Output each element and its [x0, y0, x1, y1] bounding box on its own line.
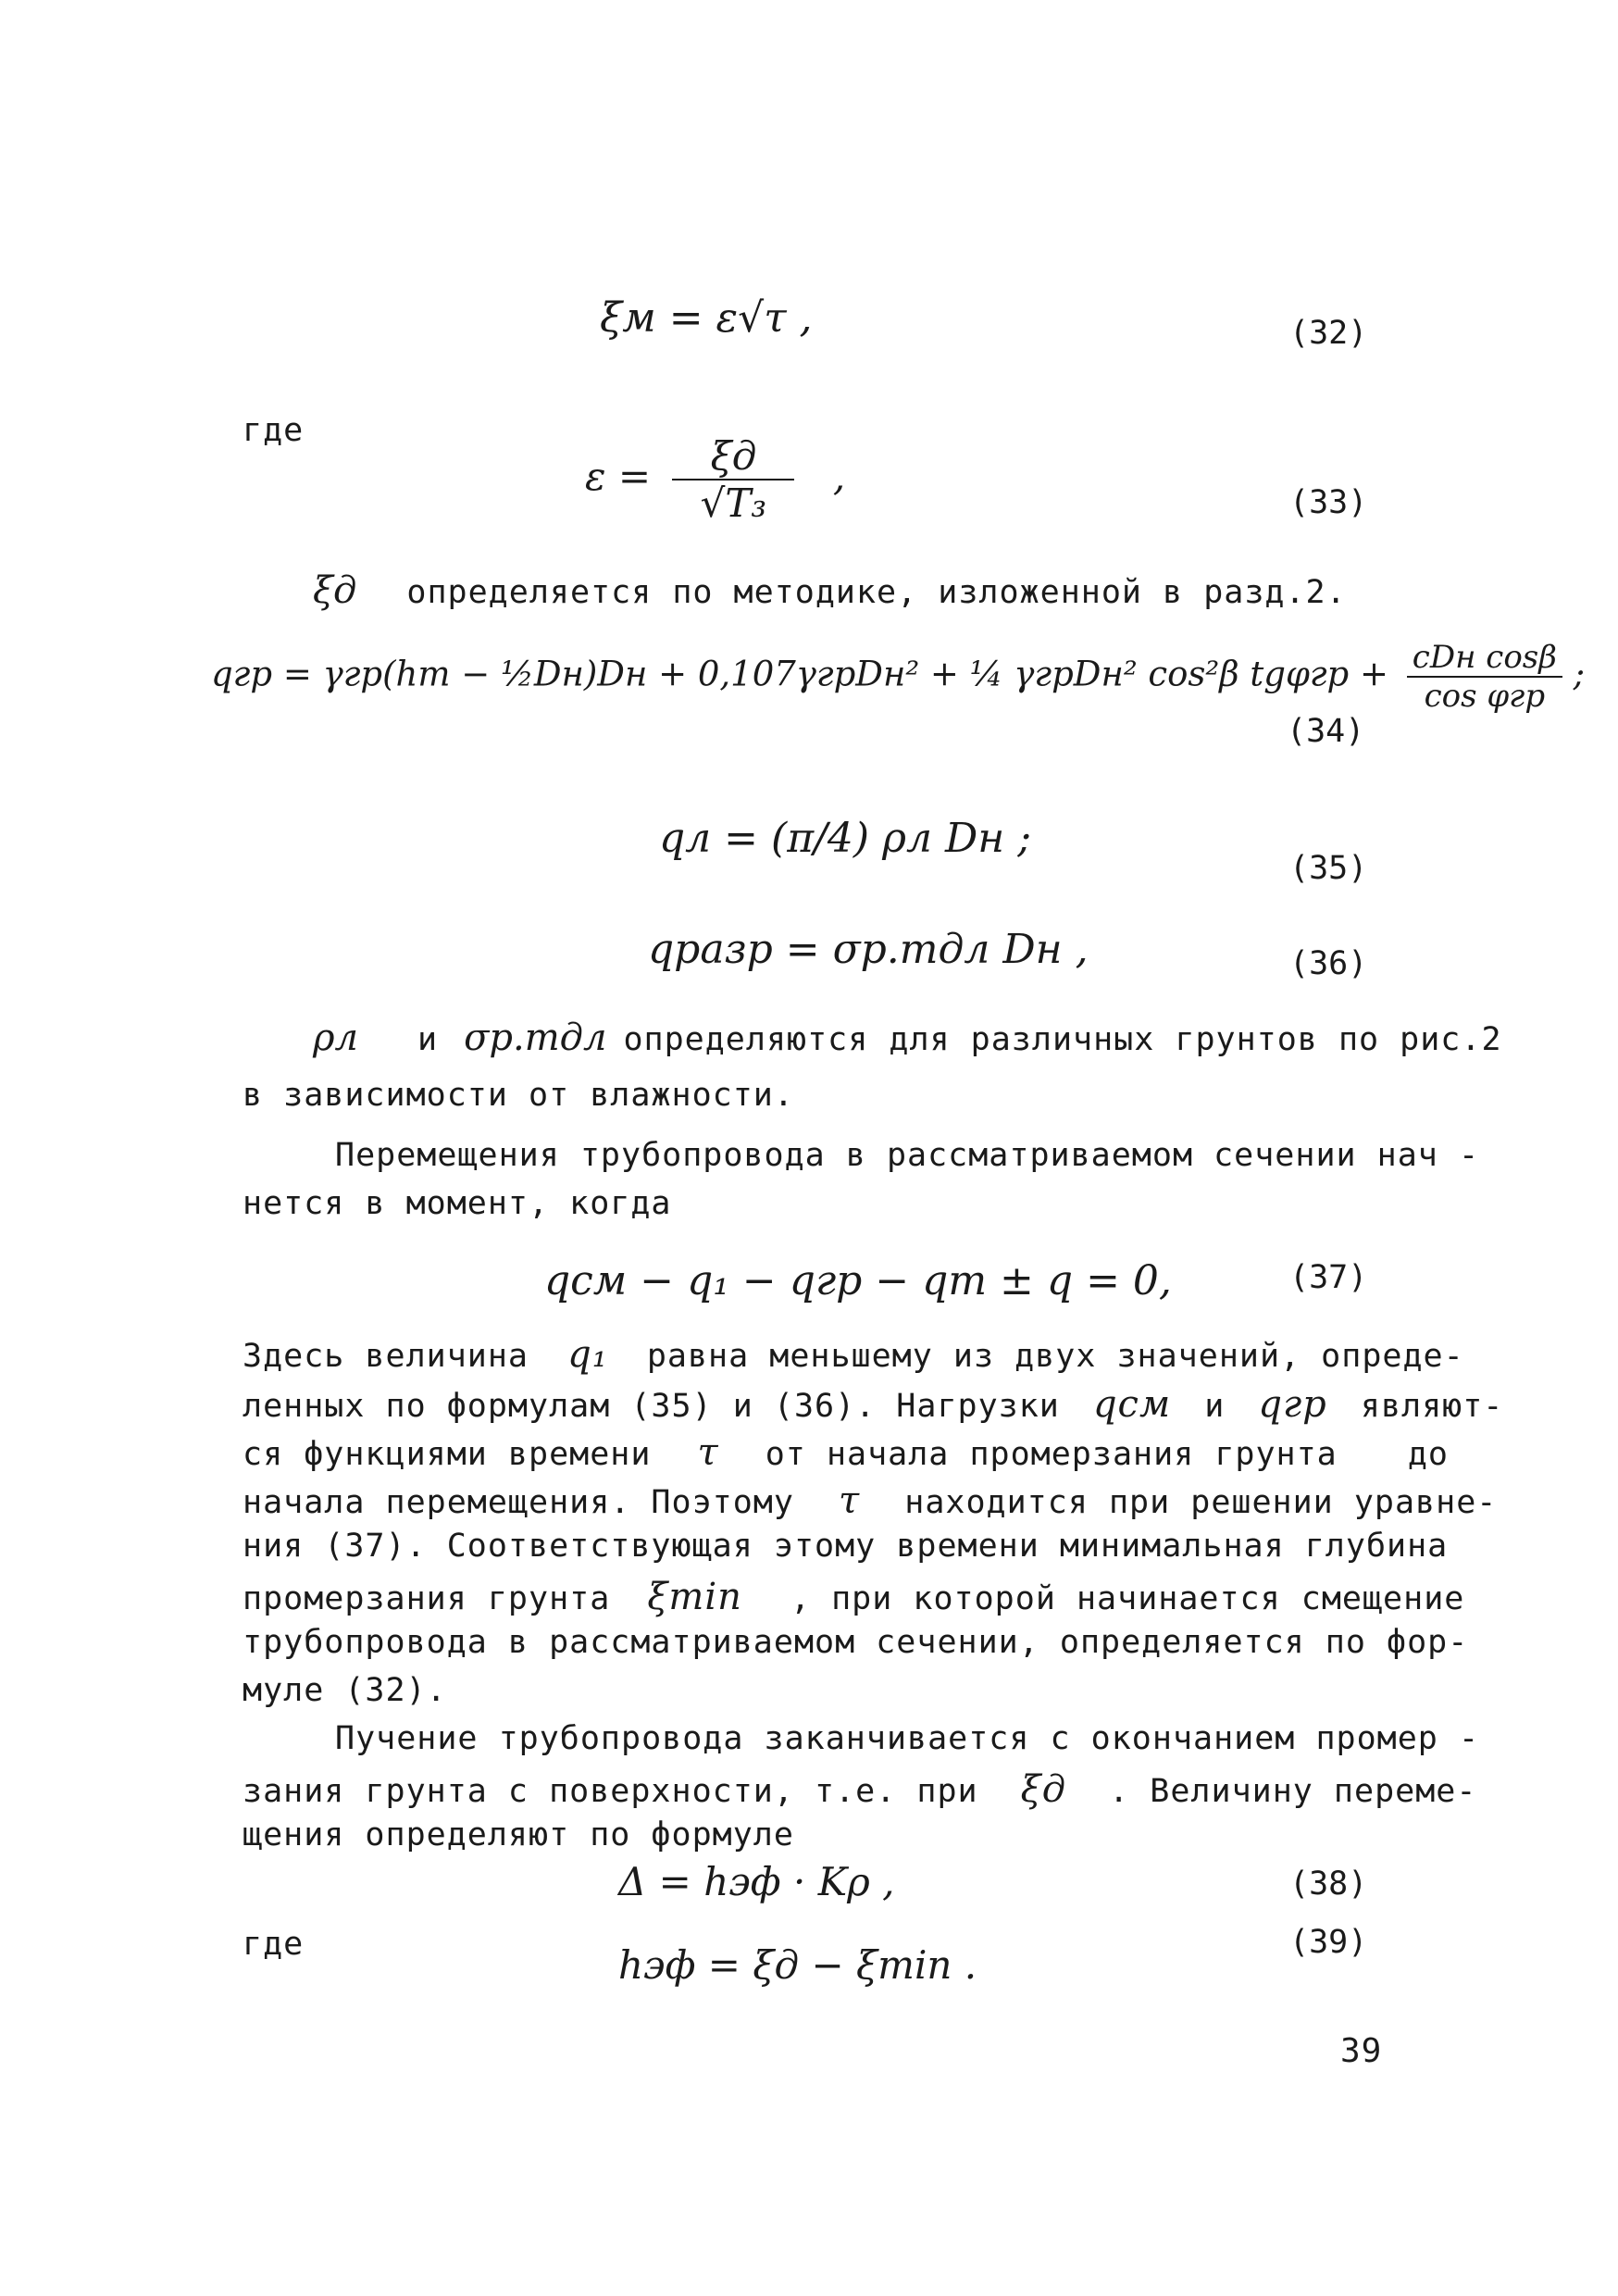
p3-text-4b: находится при решении уравне- — [904, 1484, 1498, 1521]
sigma-symbol: σр.тдл — [464, 1017, 607, 1059]
paragraph-2-line-1: Перемещения трубопровода в рассматриваемом сечении нач - — [335, 1137, 1480, 1174]
equation-number-38: (38) — [1289, 1866, 1368, 1903]
equation-number-39: (39) — [1289, 1924, 1368, 1961]
paragraph-3-line-6 — [243, 1576, 1464, 1618]
p4-text-2a: зания грунта с поверхности, т.е. при — [243, 1773, 978, 1810]
where-label-1: где — [243, 412, 305, 449]
equation-34-denominator: cos φгр — [1424, 678, 1546, 715]
equation-39: hэф = ξд − ξmin . — [618, 1942, 977, 1988]
equation-number-37: (37) — [1289, 1259, 1368, 1296]
equation-number-36: (36) — [1289, 945, 1368, 982]
equation-number-34: (34) — [1287, 713, 1365, 750]
p3-text-3b: от начала промерзания грунта — [765, 1436, 1338, 1473]
p3-text-2b: являют- — [1360, 1388, 1504, 1425]
equation-33-lhs: ε = — [585, 454, 652, 499]
equation-33-numerator: ξд — [672, 433, 794, 480]
paragraph-3-line-2 — [243, 1383, 1503, 1426]
p3-text-3a: ся функциями времени — [243, 1436, 652, 1473]
equation-34-semicolon: ; — [1573, 654, 1586, 694]
p3-text-1a: Здесь величина — [243, 1338, 529, 1375]
equation-37: qсм − q₁ − qгр − qт ± q = 0, — [544, 1257, 1172, 1304]
paragraph-3-line-1 — [243, 1333, 1464, 1376]
q1-symbol: q₁ — [567, 1333, 608, 1376]
equation-33-denominator: √T₃ — [700, 480, 767, 526]
paragraph-3-line-7: трубопровода в рассматриваемом сечении, определяется по фор- — [243, 1624, 1469, 1661]
p3-text-4a: начала перемещения. Поэтому — [243, 1484, 794, 1521]
qgr-symbol: qгр — [1258, 1383, 1327, 1426]
paragraph-4-line-1: Пучение трубопровода заканчивается с окончанием промер - — [335, 1720, 1480, 1757]
equation-34-body: qгр = γгр(hт − ½Dн)Dн + 0,107γгрDн² + ¼ γгрDн² cos²β tgφгр + — [211, 654, 1389, 694]
paragraph-4-line-2 — [243, 1768, 1476, 1811]
equation-number-32: (32) — [1289, 315, 1368, 352]
equation-34-fraction — [1407, 639, 1562, 715]
p3-text-6a: промерзания грунта — [243, 1580, 611, 1617]
paragraph-2-line-2: нется в момент, когда — [243, 1185, 672, 1222]
equation-36: qразр = σр.тдл Dн , — [648, 926, 1089, 973]
xi-d-symbol: ξд — [313, 569, 357, 612]
paragraph-3-line-8: муле (32). — [243, 1672, 447, 1709]
paragraph-3-line-3 — [243, 1431, 1449, 1474]
rho-sigma-description: определяются для различных грунтов по рис.2 — [623, 1021, 1502, 1058]
tau-symbol: τ — [697, 1431, 719, 1474]
xi-d-description: определяется по методике, изложенной в разд.2. — [406, 574, 1347, 611]
equation-number-35: (35) — [1289, 850, 1368, 887]
where-label-2: где — [243, 1926, 305, 1963]
page-number: 39 — [1340, 2032, 1383, 2070]
paragraph-3-line-4 — [243, 1479, 1497, 1522]
p3-text-3c: до — [1407, 1436, 1449, 1473]
equation-number-33: (33) — [1289, 484, 1368, 521]
xi-d-symbol-2: ξд — [1020, 1768, 1067, 1811]
p3-text-1b: равна меньшему из двух значений, опреде- — [646, 1338, 1464, 1375]
and-word: и — [417, 1021, 439, 1058]
paragraph-3-line-5: ния (37). Соответствующая этому времени минимальная глубина — [243, 1528, 1449, 1565]
rho-sigma-description-2: в зависимости от влажности. — [243, 1077, 794, 1114]
p3-text-6b: , при которой начинается смещение — [790, 1580, 1465, 1617]
equation-34 — [211, 639, 1585, 715]
equation-34-numerator: cDн cosβ — [1407, 639, 1562, 678]
xi-d-line — [313, 569, 1347, 612]
qsm-symbol: qсм — [1092, 1383, 1172, 1426]
rho-symbol: ρл — [313, 1017, 358, 1059]
equation-33-comma: , — [832, 454, 846, 499]
xi-min-symbol: ξmin — [647, 1576, 742, 1618]
equation-33-fraction — [672, 433, 794, 526]
p4-text-2b: . Величину переме- — [1109, 1773, 1477, 1810]
paragraph-4-line-3: щения определяют по формуле — [243, 1816, 794, 1853]
equation-35: qл = (π/4) ρл Dн ; — [659, 815, 1032, 862]
p3-text-2a: ленных по формулам (35) и (36). Нагрузки — [243, 1388, 1060, 1425]
rho-sigma-line — [313, 1017, 1502, 1059]
equation-38: Δ = hэф · Kρ , — [618, 1859, 895, 1904]
equation-33 — [585, 433, 845, 526]
tau-symbol-2: τ — [839, 1479, 861, 1522]
equation-32: ξм = ε√τ , — [600, 294, 813, 342]
p3-and: и — [1204, 1388, 1226, 1425]
